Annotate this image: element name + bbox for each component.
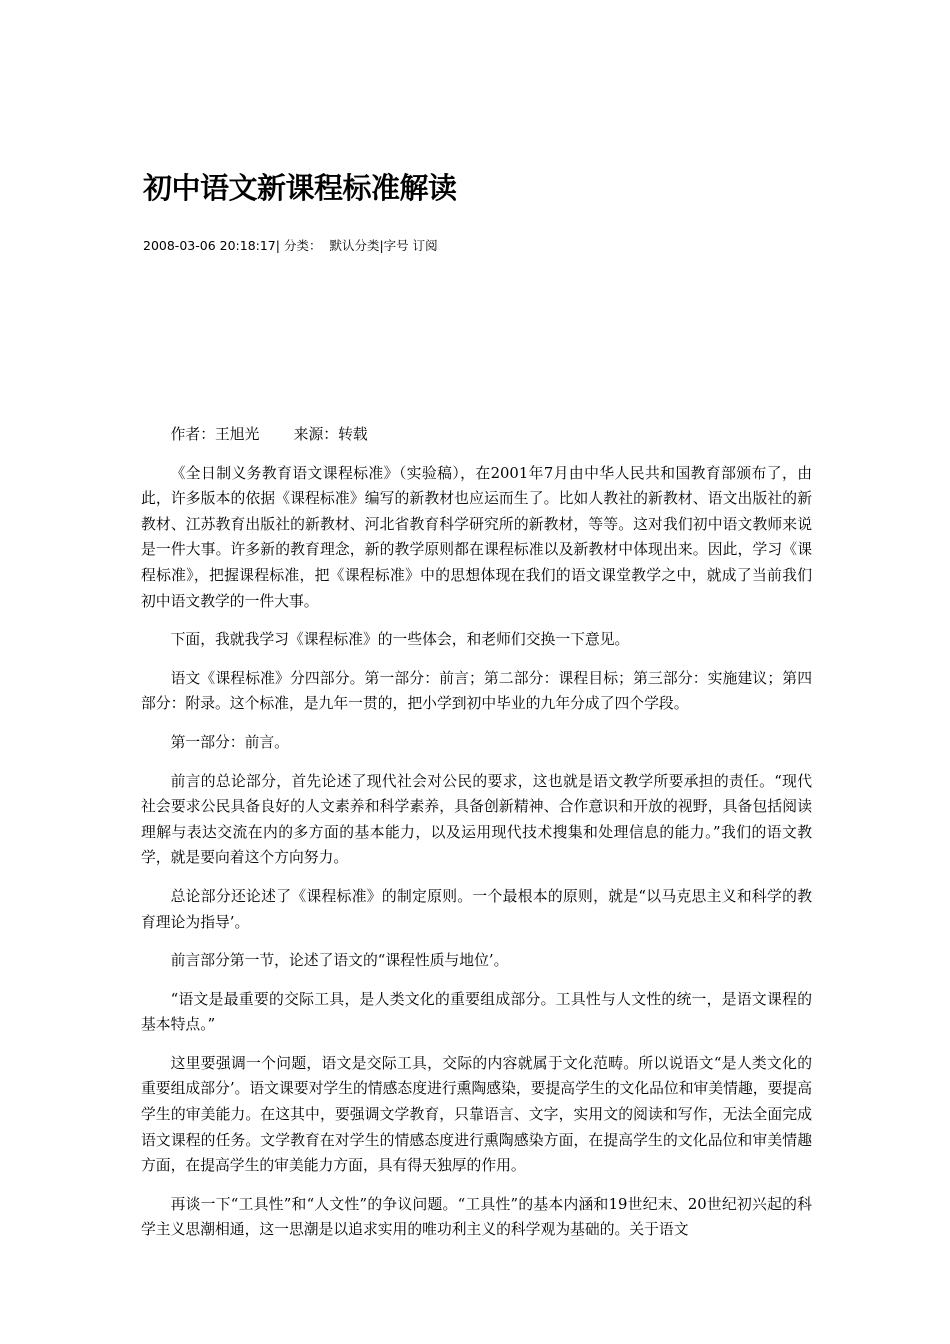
body-paragraph: 这里要强调一个问题，语文是交际工具，交际的内容就属于文化范畴。所以说语文“是人类文化的重要组成部分’。语文课要对学生的情感态度进行熏陶感染，要提高学生的文化品位和审美情趣，要提高学生的审美能力。在这其中，要强调文学教育，只靠语言、文字，实用文的阅读和写作，无法全面完成语文课程的任务。文学教育在对学生的情感态度进行熏陶感染方面，在提高学生的文化品位和审美情趣方面，在提高学生的审美能力方面，具有得天独厚的作用。 — [141, 1054, 812, 1175]
meta-separator: | — [275, 238, 280, 253]
article-meta — [143, 236, 438, 256]
article-title: 初中语文新课程标准解读 — [143, 171, 457, 205]
body-paragraph: 《全日制义务教育语文课程标准》（实验稿），在2001年7月由中华人民共和国教育部颁布了，由此，许多版本的依据《课程标准》编写的新教材也应运而生了。比如人教社的新教材、语文出版社的新教材、江苏教育出版社的新教材、河北省教育科学研究所的新教材，等等。这对我们初中语文教师来说是一件大事。许多新的教育理念，新的教学原则都在课程标准以及新教材中体现出来。因此，学习《课程标准》，把握课程标准，把《课程标准》中的思想体现在我们的语文课堂教学之中，就成了当前我们初中语文教学的一件大事。 — [141, 464, 812, 610]
body-paragraph: “语文是最重要的交际工具，是人类文化的重要组成部分。工具性与人文性的统一，是语文课程的基本特点。” — [141, 990, 812, 1034]
body-paragraph: 前言的总论部分，首先论述了现代社会对公民的要求，这也就是语文教学所要承担的责任。“现代社会要求公民具备良好的人文素养和科学素养，具备创新精神、合作意识和开放的视野，具备包括阅读理解与表达交流在内的多方面的基本能力，以及运用现代技术搜集和处理信息的能力。”我们的语文教学，就是要向着这个方向努力。 — [141, 772, 812, 867]
body-paragraph: 前言部分第一节，论述了语文的“课程性质与地位’。 — [170, 952, 509, 970]
section-heading: 第一部分：前言。 — [170, 733, 289, 751]
category-label: 分类： — [283, 238, 322, 253]
publish-datetime: 2008-03-06 20:18:17 — [143, 238, 276, 253]
article-body — [141, 422, 812, 1256]
body-paragraph: 总论部分还论述了《课程标准》的制定原则。一个最根本的原则，就是“以马克思主义和科学的教育理论为指导’。 — [141, 887, 812, 931]
meta-separator: | — [379, 238, 384, 253]
font-size-link[interactable]: 字号 — [383, 238, 409, 253]
category-link[interactable]: 默认分类 — [329, 238, 380, 253]
body-paragraph: 语文《课程标准》分四部分。第一部分：前言；第二部分：课程目标；第三部分：实施建议；第四部分：附录。这个标准，是九年一贯的，把小学到初中毕业的九年分成了四个学段。 — [141, 669, 812, 713]
body-paragraph: 下面，我就我学习《课程标准》的一些体会，和老师们交换一下意见。 — [170, 631, 630, 649]
author-source-line: 作者：王旭光 来源：转载 — [170, 426, 368, 443]
subscribe-link[interactable]: 订阅 — [412, 238, 438, 253]
body-paragraph: 再谈一下“工具性”和“人文性”的争议问题。“工具性”的基本内涵和19世纪末、20世纪初兴起的科学主义思潮相通，这一思潮是以追求实用的唯功利主义的科学观为基础的。关于语文 — [141, 1195, 812, 1239]
